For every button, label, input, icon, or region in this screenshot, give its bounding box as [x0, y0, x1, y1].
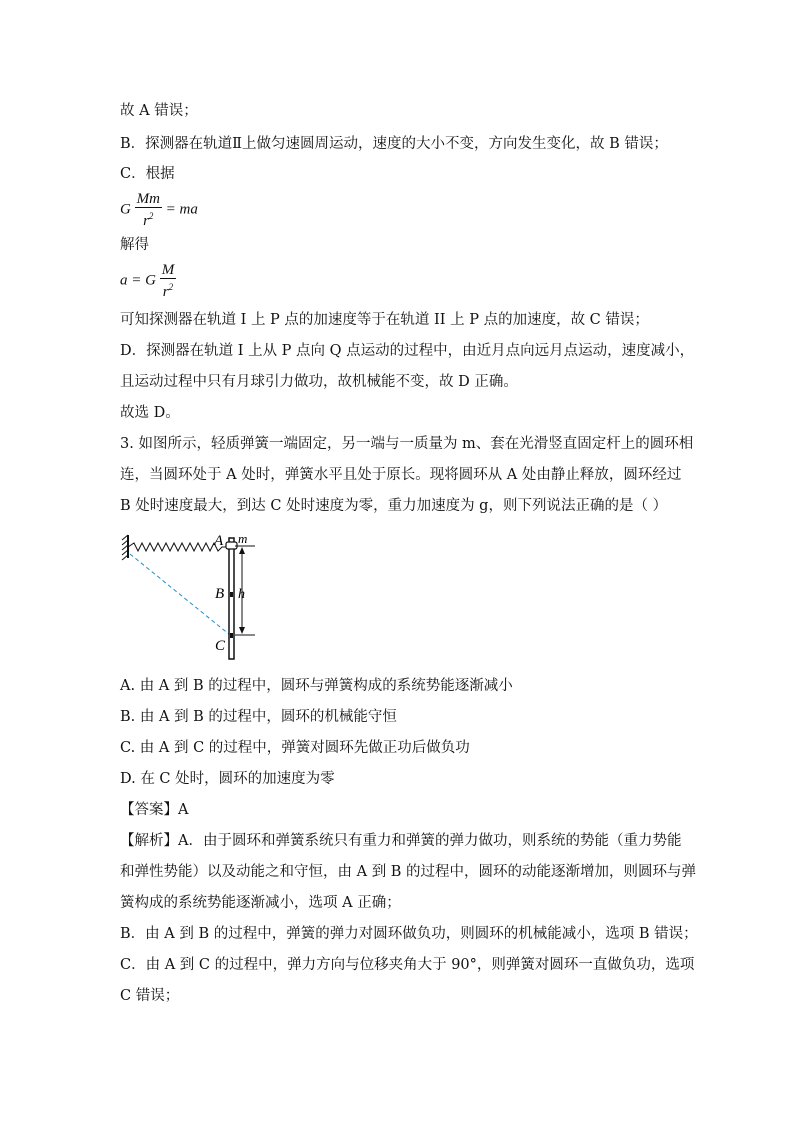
option-b: B. 由 A 到 B 的过程中，圆环的机械能守恒	[120, 709, 397, 725]
formula-lhs: a = G	[120, 272, 156, 289]
point-c-marker	[230, 633, 233, 638]
explanation-line: C 错误；	[120, 988, 180, 1004]
explanation-line: 和弹性势能）以及动能之和守恒，由 A 到 B 的过程中，圆环的动能逐渐增加，则圆环与弹	[120, 864, 697, 880]
text-line: 故 A 错误；	[120, 103, 198, 119]
denominator-base: r	[143, 213, 149, 229]
diagram-svg	[118, 530, 268, 665]
point-b-marker	[230, 592, 233, 597]
text-line: 故选 D。	[120, 405, 180, 421]
fraction-numerator: M	[161, 262, 175, 278]
formula-rhs: = ma	[165, 201, 198, 218]
label-c: C	[215, 638, 226, 654]
denominator-exponent: 2	[168, 282, 174, 292]
answer: 【答案】A	[120, 802, 189, 818]
spring-ring-diagram	[118, 530, 268, 669]
text-line: 解得	[120, 237, 149, 253]
question-line: 3. 如图所示，轻质弹簧一端固定，另一端与一质量为 m、套在光滑竖直固定杆上的圆环相	[120, 436, 694, 452]
explanation-line: C．由 A 到 C 的过程中，弹力方向与位移夹角大于 90°，则弹簧对圆环一直做负功，选项	[120, 957, 695, 973]
text-line: 且运动过程中只有月球引力做功，故机械能不变，故 D 正确。	[120, 374, 518, 390]
fraction	[135, 191, 162, 229]
arrow-down-icon	[239, 627, 245, 634]
arrow-up-icon	[239, 547, 245, 554]
label-h: h	[238, 587, 245, 602]
fraction-denominator	[160, 279, 177, 300]
text-line: D．探测器在轨道 I 上从 P 点向 Q 点运动的过程中，由近月点向远月点运动，速度减小，	[120, 343, 695, 359]
denominator-exponent: 2	[148, 211, 154, 221]
option-d: D. 在 C 处时，圆环的加速度为零	[120, 771, 335, 787]
explanation-line: B．由 A 到 B 的过程中，弹簧的弹力对圆环做负功，则圆环的机械能减小，选项 B 错误；	[120, 926, 698, 942]
explanation-line: 簧构成的系统势能逐渐减小，选项 A 正确；	[120, 895, 401, 911]
fraction-numerator: Mm	[136, 191, 160, 207]
label-b: B	[215, 586, 225, 602]
denominator-base: r	[162, 284, 169, 300]
text-line: 可知探测器在轨道 I 上 P 点的加速度等于在轨道 II 上 P 点的加速度，故 C 错误；	[120, 312, 649, 328]
spring	[128, 543, 228, 551]
fixed-rod	[229, 538, 234, 659]
text-line: C．根据	[120, 166, 175, 182]
formula-acceleration	[120, 262, 176, 300]
formula-gravity	[120, 191, 198, 229]
fraction	[160, 262, 177, 300]
fraction-denominator	[135, 208, 162, 229]
text-line: B．探测器在轨道Ⅱ上做匀速圆周运动，速度的大小不变，方向发生变化，故 B 错误；	[120, 136, 668, 152]
question-line: B 处时速度最大，到达 C 处时速度为零，重力加速度为 g，则下列说法正确的是（ ）	[120, 498, 668, 514]
option-a: A. 由 A 到 B 的过程中，圆环与弹簧构成的系统势能逐渐减小	[120, 678, 513, 694]
label-m: m	[238, 531, 248, 546]
question-line: 连，当圆环处于 A 处时，弹簧水平且处于原长。现将圆环从 A 处由静止释放，圆环经过	[120, 467, 682, 483]
option-c: C. 由 A 到 C 的过程中，弹簧对圆环先做正功后做负功	[120, 740, 470, 756]
formula-g: G	[120, 201, 131, 218]
explanation-line: 【解析】A．由于圆环和弹簧系统只有重力和弹簧的弹力做功，则系统的势能（重力势能	[120, 833, 682, 849]
label-a: A	[214, 533, 224, 549]
